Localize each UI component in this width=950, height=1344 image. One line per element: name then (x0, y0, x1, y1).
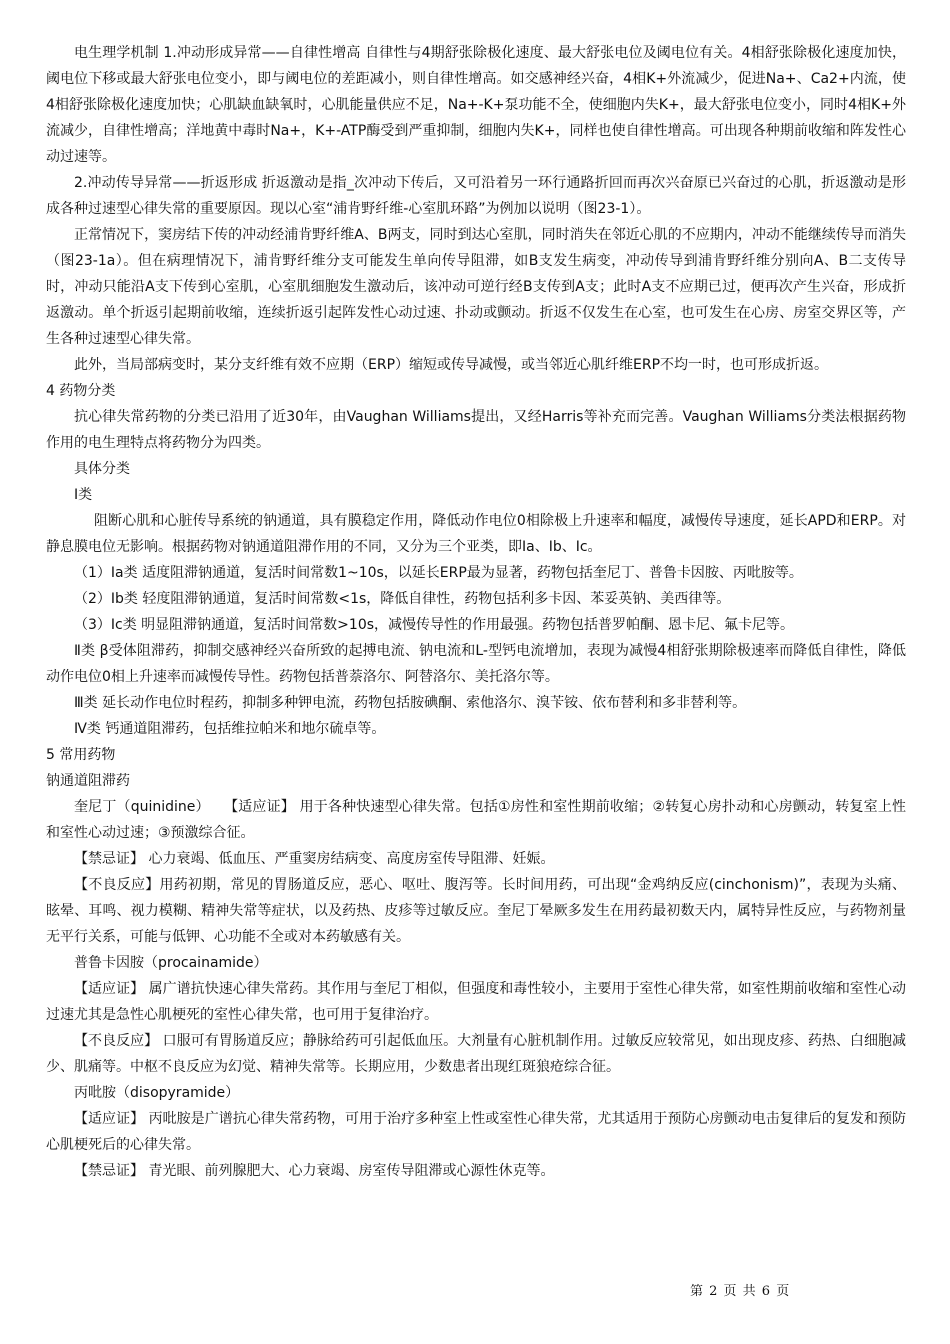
paragraph-quinidine-indications: 奎尼丁（quinidine） 【适应证】 用于各种快速型心律失常。包括①房性和室性期前收缩；②转复心房扑动和心房颤动，转复室上性和室性心动过速；③预激综合征。 (46, 799, 906, 841)
paragraph-class-ii: Ⅱ类 β受体阻滞药，抑制交感神经兴奋所致的起搏电流、钠电流和L-型钙电流增加，表现为减慢4相舒张期除极速率而降低自律性，降低动作电位0相上升速率而减慢传导性。药物包括普萘洛尔、阿替洛尔、美托洛尔等。 (46, 643, 906, 685)
paragraph-disopyramide-contraindications: 【禁忌证】 青光眼、前列腺肥大、心力衰竭、房室传导阻滞或心源性休克等。 (74, 1163, 555, 1179)
paragraph-class-iv: Ⅳ类 钙通道阻滞药，包括维拉帕米和地尔硫卓等。 (74, 721, 386, 737)
paragraph-class-ia: （1）Ⅰa类 适度阻滞钠通道，复活时间常数1~10s，以延长ERP最为显著，药物包括奎尼丁、普鲁卡因胺、丙吡胺等。 (74, 565, 803, 581)
paragraph-quinidine-adverse-reactions: 【不良反应】用药初期，常见的胃肠道反应，恶心、呕吐、腹泻等。长时间用药，可出现“金鸡纳反应(cinchonism)”，表现为头痛、眩晕、耳鸣、视力模糊、精神失常等症状，以及药热、皮疹等过敏反应。奎尼丁晕厥多发生在用药最初数天内，属特异性反应，与药物剂量无平行关系，可能与低钾、心功能不全或对本药敏感有关。 (46, 877, 906, 945)
paragraph-disopyramide-indications: 【适应证】 丙吡胺是广谱抗心律失常药物，可用于治疗多种室上性或室性心律失常，尤其适用于预防心房颤动电击复律后的复发和预防心肌梗死后的心律失常。 (46, 1111, 906, 1153)
paragraph-mechanism-automaticity: 电生理学机制 1.冲动形成异常——自律性增高 自律性与4期舒张除极化速度、最大舒张电位及阈电位有关。4相舒张除极化速度加快，阈电位下移或最大舒张电位变小，即与阈电位的差距减小，则自律性增高。如交感神经兴奋，4相K+外流减少，促进Na+、Ca2+内流，使4相舒张除极化速度加快；心肌缺血缺氧时，心肌能量供应不足，Na+-K+泵功能不全，使细胞内失K+，最大舒张电位变小，同时4相K+外流减少，自律性增高；洋地黄中毒时Na+，K+-ATP酶受到严重抑制，细胞内失K+，同样也使自律性增高。可出现各种期前收缩和阵发性心动过速等。 (46, 45, 906, 165)
section-heading-drug-classification: 4 药物分类 (46, 383, 116, 399)
subheading-procainamide: 普鲁卡因胺（procainamide） (74, 955, 268, 971)
subheading-specific-classes: 具体分类 (74, 461, 130, 477)
subheading-class-i: Ⅰ类 (74, 487, 93, 503)
paragraph-procainamide-adverse-reactions: 【不良反应】 口服可有胃肠道反应；静脉给药可引起低血压。大剂量有心脏机制作用。过敏反应较常见，如出现皮疹、药热、白细胞减少、肌痛等。中枢不良反应为幻觉、精神失常等。长期应用，少数患者出现红斑狼疮综合征。 (46, 1033, 906, 1075)
paragraph-class-ib: （2）Ⅰb类 轻度阻滞钠通道，复活时间常数<1s，降低自律性，药物包括利多卡因、苯妥英钠、美西律等。 (74, 591, 731, 607)
paragraph-class-i: 阻断心肌和心脏传导系统的钠通道，具有膜稳定作用，降低动作电位0相除极上升速率和幅度，减慢传导速度，延长APD和ERP。对静息膜电位无影响。根据药物对钠通道阻滞作用的不同，又分为三个亚类，即Ⅰa、Ⅰb、Ⅰc。 (46, 513, 906, 555)
page-number-footer: 第 2 页 共 6 页 (690, 1284, 791, 1299)
paragraph-class-iii: Ⅲ类 延长动作电位时程药，抑制多种钾电流，药物包括胺碘酮、索他洛尔、溴苄铵、依布替利和多非替利等。 (74, 695, 747, 711)
subheading-sodium-channel-blockers: 钠通道阻滞药 (46, 773, 130, 789)
subheading-disopyramide: 丙吡胺（disopyramide） (74, 1085, 240, 1101)
paragraph-local-lesion: 此外，当局部病变时，某分支纤维有效不应期（ERP）缩短或传导减慢，或当邻近心肌纤维ERP不均一时，也可形成折返。 (74, 357, 829, 373)
paragraph-normal-conduction: 正常情况下，窦房结下传的冲动经浦肯野纤维A、B两支，同时到达心室肌，同时消失在邻近心肌的不应期内，冲动不能继续传导而消失（图23-1a）。但在病理情况下，浦肯野纤维分支可能发生单向传导阻滞，如B支发生病变，冲动传导到浦肯野纤维分别向A、B二支传导时，冲动只能沿A支下传到心室肌，心室肌细胞发生激动后，该冲动可逆行经B支传到A支；此时A支不应期已过，便再次产生兴奋，形成折返激动。单个折返引起期前收缩，连续折返引起阵发性心动过速、扑动或颤动。折返不仅发生在心室，也可发生在心房、房室交界区等，产生各种过速型心律失常。 (46, 227, 906, 347)
paragraph-conduction-reentry: 2.冲动传导异常——折返形成 折返激动是指_次冲动下传后，又可沿着另一环行通路折回而再次兴奋原已兴奋过的心肌，折返激动是形成各种过速型心律失常的重要原因。现以心室“浦肯野纤维-心室肌环路”为例加以说明（图23-1）。 (46, 175, 906, 217)
document-body (46, 40, 906, 1184)
paragraph-classification-intro: 抗心律失常药物的分类已沿用了近30年，由Vaughan Williams提出，又经Harris等补充而完善。Vaughan Williams分类法根据药物作用的电生理特点将药物分为四类。 (46, 409, 906, 451)
paragraph-quinidine-contraindications: 【禁忌证】 心力衰竭、低血压、严重窦房结病变、高度房室传导阻滞、妊娠。 (74, 851, 555, 867)
section-heading-common-drugs: 5 常用药物 (46, 747, 116, 763)
paragraph-procainamide-indications: 【适应证】 属广谱抗快速心律失常药。其作用与奎尼丁相似，但强度和毒性较小，主要用于室性心律失常，如室性期前收缩和室性心动过速尤其是急性心肌梗死的室性心律失常，也可用于复律治疗。 (46, 981, 906, 1023)
paragraph-class-ic: （3）Ⅰc类 明显阻滞钠通道，复活时间常数>10s，减慢传导性的作用最强。药物包括普罗帕酮、恩卡尼、氟卡尼等。 (74, 617, 795, 633)
